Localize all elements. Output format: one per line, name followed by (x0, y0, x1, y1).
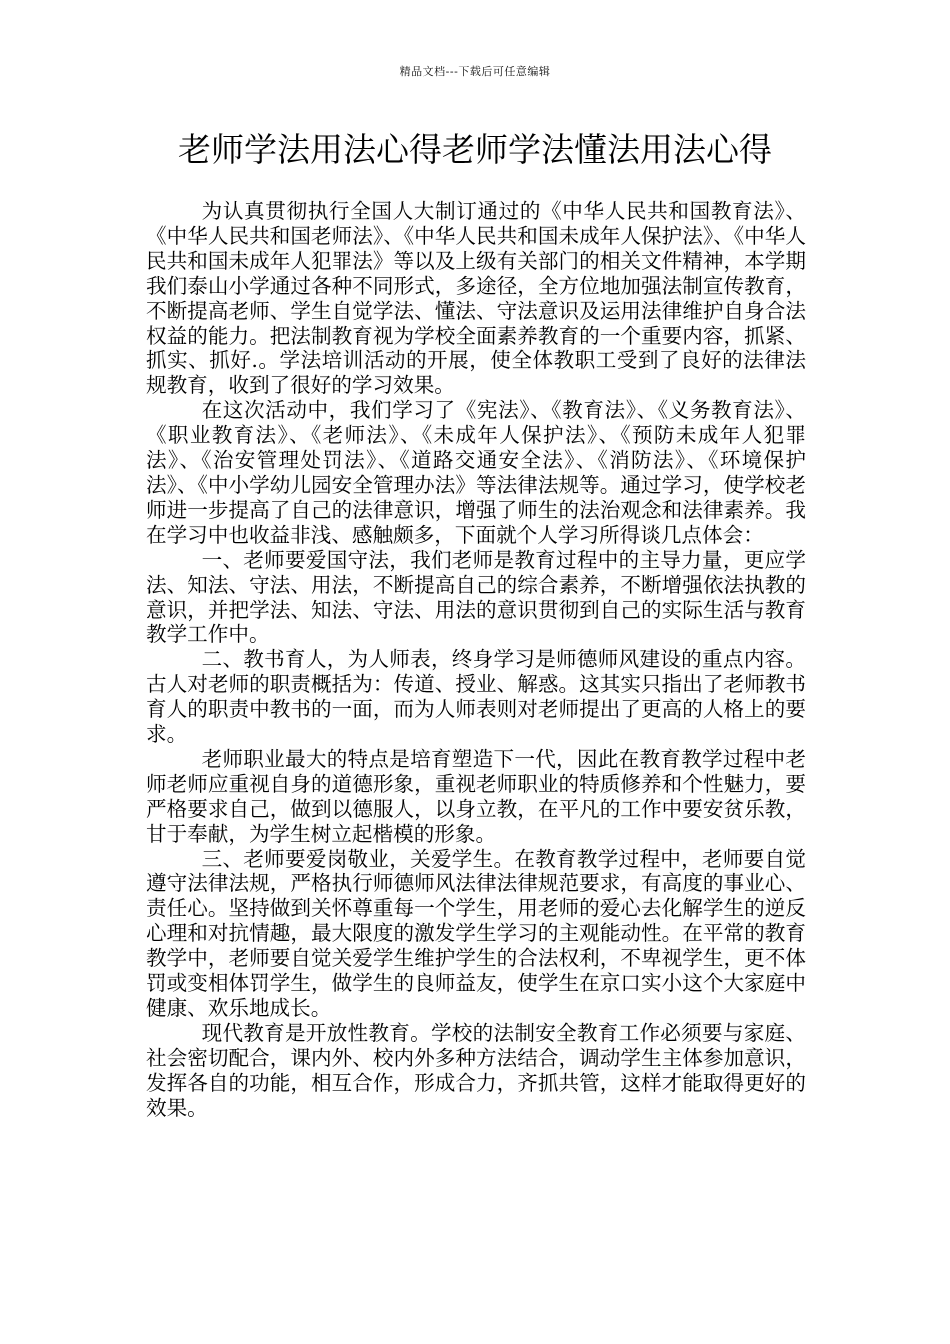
paragraph-intro: 为认真贯彻执行全国人大制订通过的《中华人民共和国教育法》、《中华人民共和国老师法》、《中华人民共和国未成年人保护法》、《中华人民共和国未成年人犯罪法》等以及上级有关部门的相关文件精神，本学期我们泰山小学通过各种不同形式，多途径，全方位地加强法制宣传教育，不断提高老师、学生自觉学法、懂法、守法意识及运用法律维护自身合法权益的能力。把法制教育视为学校全面素养教育的一个重要内容，抓紧、抓实、抓好.。学法培训活动的开展，使全体教职工受到了良好的法律法规教育，收到了很好的学习效果。 (146, 199, 806, 398)
paragraph-point-two: 二、教书育人，为人师表，终身学习是师德师风建设的重点内容。古人对老师的职责概括为：传道、授业、解惑。这其实只指出了老师教书育人的职责中教书的一面，而为人师表则对老师提出了更高的人格上的要求。 (146, 647, 806, 747)
paragraph-conclusion: 现代教育是开放性教育。学校的法制安全教育工作必须要与家庭、社会密切配合，课内外、校内外多种方法结合，调动学生主体参加意识，发挥各自的功能，相互合作，形成合力，齐抓共管，这样才能取得更好的效果。 (146, 1020, 806, 1120)
paragraph-activity: 在这次活动中，我们学习了《宪法》、《教育法》、《义务教育法》、《职业教育法》、《老师法》、《未成年人保护法》、《预防未成年人犯罪法》、《治安管理处罚法》、《道路交通安全法》、《消防法》、《环境保护法》、《中小学幼儿园安全管理办法》等法律法规等。通过学习，使学校老师进一步提高了自己的法律意识，增强了师生的法治观念和法律素养。我在学习中也收益非浅、感触颇多，下面就个人学习所得谈几点体会： (146, 398, 806, 547)
document-title: 老师学法用法心得老师学法懂法用法心得 (178, 130, 772, 169)
paragraph-point-three: 三、老师要爱岗敬业，关爱学生。在教育教学过程中，老师要自觉遵守法律法规，严格执行师德师风法律法律规范要求，有高度的事业心、责任心。坚持做到关怀尊重每一个学生，用老师的爱心去化解学生的逆反心理和对抗情趣，最大限度的激发学生学习的主观能动性。在平常的教育教学中，老师要自觉关爱学生维护学生的合法权利，不卑视学生，更不体罚或变相体罚学生，做学生的良师益友，使学生在京口实小这个大家庭中健康、欢乐地成长。 (146, 846, 806, 1020)
page-header-note: 精品文档---下载后可任意编辑 (399, 65, 551, 78)
paragraph-point-one: 一、老师要爱国守法，我们老师是教育过程中的主导力量，更应学法、知法、守法、用法，不断提高自己的综合素养，不断增强依法执教的意识，并把学法、知法、守法、用法的意识贯彻到自己的实际生活与教育教学工作中。 (146, 547, 806, 647)
document-body (146, 199, 806, 1121)
paragraph-teacher-role: 老师职业最大的特点是培育塑造下一代，因此在教育教学过程中老师老师应重视自身的道德形象，重视老师职业的特质修养和个性魅力，要严格要求自己，做到以德服人，以身立教，在平凡的工作中要安贫乐教，甘于奉献，为学生树立起楷模的形象。 (146, 746, 806, 846)
